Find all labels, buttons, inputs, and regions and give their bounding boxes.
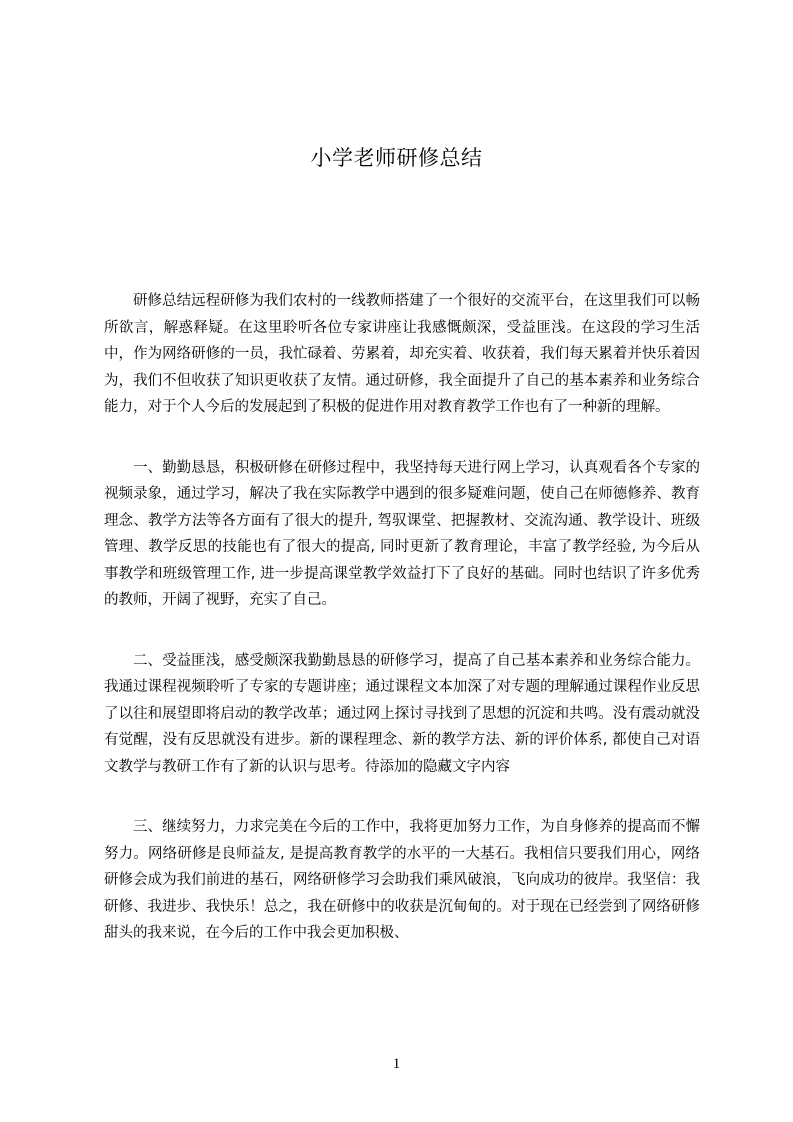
paragraph-section-3: 三、继续努力，力求完美在今后的工作中，我将更加努力工作，为自身修养的提高而不懈努力。网络研修是良师益友, 是提高教育教学的水平的一大基石。我相信只要我们用心，网络研修会成为我们前进的基石，网络研修学习会助我们乘风破浪，飞向成功的彼岸。我坚信：我研修、我进步、我快乐！总之，我在研修中的收获是沉甸甸的。对于现在已经尝到了网络研修甜头的我来说，在今后的工作中我会更加积极、 xyxy=(104,819,700,941)
document-body xyxy=(104,288,700,981)
paragraph-section-2: 二、受益匪浅，感受颇深我勤勤恳恳的研修学习，提高了自己基本素养和业务综合能力。我通过课程视频聆听了专家的专题讲座；通过课程文本加深了对专题的理解通过课程作业反思了以往和展望即将启动的教学改革；通过网上探讨寻找到了思想的沉淀和共鸣。没有震动就没有觉醒，没有反思就没有进步。新的课程理念、新的教学方法、新的评价体系, 都使自己对语文教学与教研工作有了新的认识与思考。待添加的隐藏文字内容 xyxy=(104,652,700,775)
page-title: 小学老师研修总结 xyxy=(310,146,483,170)
page-number: 1 xyxy=(392,1056,401,1072)
paragraph-intro: 研修总结远程研修为我们农村的一线教师搭建了一个很好的交流平台，在这里我们可以畅所欲言，解惑释疑。在这里聆听各位专家讲座让我感慨颇深，受益匪浅。在这段的学习生活中，作为网络研修的一员，我忙碌着、劳累着，却充实着、收获着，我们每天累着并快乐着因为，我们不但收获了知识更收获了友情。通过研修，我全面提升了自己的基本素养和业务综合能力，对于个人今后的发展起到了积极的促进作用对教育教学工作也有了一种新的理解。 xyxy=(104,293,700,415)
paragraph-section-1: 一、勤勤恳恳，积极研修在研修过程中，我坚持每天进行网上学习，认真观看各个专家的视频录象，通过学习，解决了我在实际教学中遇到的很多疑难问题，使自己在师德修养、教育理念、教学方法等各方面有了很大的提升, 驾驭课堂、把握教材、交流沟通、教学设计、班级管理、教学反思的技能也有了很大的提高, 同时更新了教育理论，丰富了教学经验, 为今后从事教学和班级管理工作, 进一步提高课堂教学效益打下了良好的基础。同时也结识了许多优秀的教师，开阔了视野，充实了自己。 xyxy=(104,459,700,608)
